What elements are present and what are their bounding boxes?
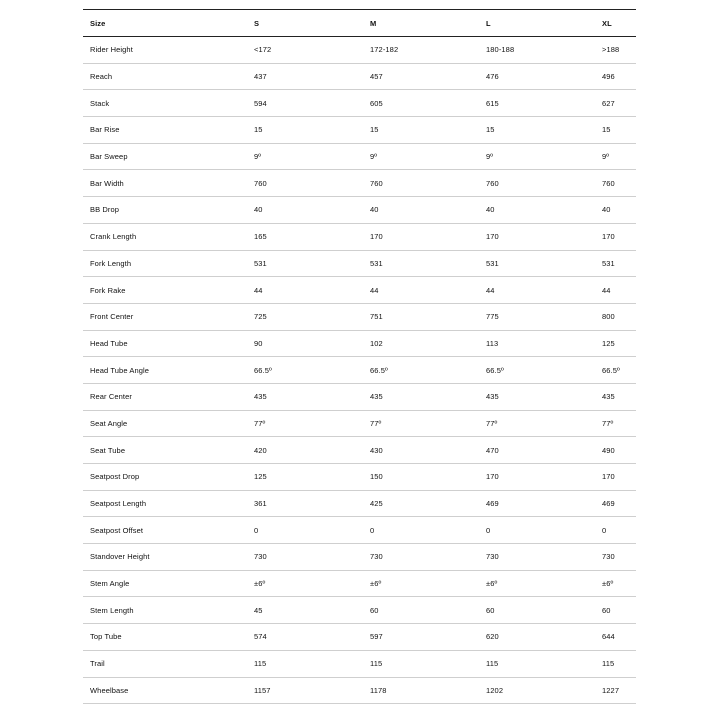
- table-row: [83, 357, 636, 384]
- cell-l: 113: [486, 338, 499, 348]
- cell-l: 730: [486, 552, 499, 562]
- cell-s: 361: [254, 499, 267, 509]
- header-s: S: [254, 18, 260, 28]
- cell-l: 435: [486, 392, 499, 402]
- cell-l: 0: [486, 525, 491, 535]
- table-row: [83, 383, 636, 410]
- cell-l: 115: [486, 659, 499, 669]
- cell-m: 60: [370, 605, 379, 615]
- cell-s: 77º: [254, 418, 266, 428]
- cell-s: 165: [254, 232, 267, 242]
- header-row: [83, 10, 636, 37]
- cell-s: 1157: [254, 685, 271, 695]
- cell-l: 620: [486, 632, 499, 642]
- cell-m: 730: [370, 552, 383, 562]
- cell-m: 1178: [370, 685, 387, 695]
- row-label: Seatpost Drop: [90, 472, 140, 482]
- cell-l: 44: [486, 285, 495, 295]
- cell-xl: 469: [602, 499, 615, 509]
- cell-xl: 531: [602, 258, 615, 268]
- table-row: [83, 117, 636, 144]
- cell-s: 594: [254, 98, 267, 108]
- row-label: Standover Height: [90, 552, 150, 562]
- cell-l: 60: [486, 605, 495, 615]
- row-label: Fork Rake: [90, 285, 126, 295]
- cell-s: 9º: [254, 152, 262, 162]
- cell-s: 574: [254, 632, 267, 642]
- header-l: L: [486, 18, 491, 28]
- row-label: Rear Center: [90, 392, 132, 402]
- cell-l: 760: [486, 178, 499, 188]
- row-label: Bar Width: [90, 178, 124, 188]
- cell-xl: >188: [602, 45, 620, 55]
- cell-xl: ±6º: [602, 579, 614, 589]
- row-label: Stack: [90, 98, 110, 108]
- cell-xl: 44: [602, 285, 611, 295]
- cell-l: 1202: [486, 685, 504, 695]
- cell-m: 457: [370, 72, 383, 82]
- table-row: [83, 650, 636, 677]
- cell-m: 150: [370, 472, 383, 482]
- cell-l: 170: [486, 472, 499, 482]
- cell-l: ±6º: [486, 579, 498, 589]
- row-label: Stem Angle: [90, 579, 130, 589]
- row-label: Seat Tube: [90, 445, 126, 455]
- cell-xl: 490: [602, 445, 615, 455]
- cell-l: 470: [486, 445, 499, 455]
- cell-s: ±6º: [254, 579, 266, 589]
- row-label: Head Tube Angle: [90, 365, 150, 375]
- row-label: Stem Length: [90, 605, 134, 615]
- cell-xl: 170: [602, 232, 615, 242]
- cell-m: 605: [370, 98, 383, 108]
- cell-l: 15: [486, 125, 495, 135]
- row-label: Front Center: [90, 312, 134, 322]
- cell-xl: 1227: [602, 685, 620, 695]
- cell-m: 170: [370, 232, 383, 242]
- table-row: [83, 677, 636, 704]
- cell-s: 531: [254, 258, 267, 268]
- cell-s: 760: [254, 178, 267, 188]
- cell-l: 469: [486, 499, 499, 509]
- header-size: Size: [90, 18, 106, 28]
- cell-l: 40: [486, 205, 495, 215]
- table-body: [83, 37, 636, 704]
- cell-xl: 66.5º: [602, 365, 620, 375]
- table-row: [83, 223, 636, 250]
- cell-xl: 40: [602, 205, 611, 215]
- cell-m: 77º: [370, 418, 382, 428]
- cell-l: 775: [486, 312, 499, 322]
- row-label: Trail: [90, 659, 105, 669]
- cell-s: 725: [254, 312, 267, 322]
- cell-xl: 627: [602, 98, 615, 108]
- table-row: [83, 330, 636, 357]
- table-row: [83, 517, 636, 544]
- cell-s: 730: [254, 552, 267, 562]
- table-row: [83, 250, 636, 277]
- cell-s: 125: [254, 472, 267, 482]
- table-row: [83, 437, 636, 464]
- cell-m: 44: [370, 285, 379, 295]
- cell-m: 40: [370, 205, 379, 215]
- cell-m: 425: [370, 499, 383, 509]
- cell-s: 40: [254, 205, 263, 215]
- cell-xl: 730: [602, 552, 615, 562]
- cell-l: 170: [486, 232, 499, 242]
- cell-m: 760: [370, 178, 383, 188]
- table-row: [83, 143, 636, 170]
- cell-xl: 435: [602, 392, 615, 402]
- cell-m: 66.5º: [370, 365, 388, 375]
- cell-m: 751: [370, 312, 383, 322]
- cell-m: 102: [370, 338, 383, 348]
- cell-l: 66.5º: [486, 365, 504, 375]
- row-label: Rider Height: [90, 45, 133, 55]
- cell-l: 476: [486, 72, 499, 82]
- cell-l: 531: [486, 258, 499, 268]
- table-row: [83, 544, 636, 571]
- row-label: Fork Length: [90, 258, 132, 268]
- table-row: [83, 303, 636, 330]
- cell-m: ±6º: [370, 579, 382, 589]
- cell-m: 0: [370, 525, 375, 535]
- table-row: [83, 490, 636, 517]
- cell-s: 45: [254, 605, 263, 615]
- cell-s: 0: [254, 525, 259, 535]
- table-row: [83, 570, 636, 597]
- cell-l: 180-188: [486, 45, 515, 55]
- row-label: BB Drop: [90, 205, 120, 215]
- row-label: Seatpost Length: [90, 499, 147, 509]
- table-row: [83, 90, 636, 117]
- cell-xl: 0: [602, 525, 607, 535]
- table-row: [83, 624, 636, 651]
- cell-xl: 170: [602, 472, 615, 482]
- table-row: [83, 464, 636, 491]
- row-label: Bar Rise: [90, 125, 120, 135]
- row-label: Bar Sweep: [90, 152, 128, 162]
- table-header: [83, 10, 636, 37]
- cell-m: 435: [370, 392, 383, 402]
- cell-s: 437: [254, 72, 267, 82]
- cell-l: 77º: [486, 418, 498, 428]
- cell-m: 430: [370, 445, 383, 455]
- cell-s: 15: [254, 125, 263, 135]
- cell-xl: 496: [602, 72, 615, 82]
- cell-m: 15: [370, 125, 379, 135]
- row-label: Wheelbase: [90, 685, 129, 695]
- cell-m: 115: [370, 659, 383, 669]
- cell-m: 597: [370, 632, 383, 642]
- table-row: [83, 37, 636, 64]
- cell-s: 420: [254, 445, 267, 455]
- cell-l: 615: [486, 98, 499, 108]
- cell-xl: 15: [602, 125, 611, 135]
- table-row: [83, 197, 636, 224]
- cell-xl: 115: [602, 659, 615, 669]
- cell-xl: 644: [602, 632, 615, 642]
- cell-xl: 60: [602, 605, 611, 615]
- cell-xl: 760: [602, 178, 615, 188]
- row-label: Crank Length: [90, 232, 137, 242]
- row-label: Head Tube: [90, 338, 128, 348]
- header-xl: XL: [602, 18, 612, 28]
- cell-m: 172-182: [370, 45, 399, 55]
- row-label: Seat Angle: [90, 418, 128, 428]
- cell-xl: 77º: [602, 418, 614, 428]
- row-label: Reach: [90, 72, 113, 82]
- cell-s: 115: [254, 659, 267, 669]
- cell-m: 531: [370, 258, 383, 268]
- cell-l: 9º: [486, 152, 494, 162]
- cell-s: 44: [254, 285, 263, 295]
- cell-m: 9º: [370, 152, 378, 162]
- table-row: [83, 170, 636, 197]
- cell-xl: 125: [602, 338, 615, 348]
- cell-s: <172: [254, 45, 272, 55]
- table-row: [83, 410, 636, 437]
- row-label: Seatpost Offset: [90, 525, 144, 535]
- table-row: [83, 277, 636, 304]
- row-label: Top Tube: [90, 632, 122, 642]
- cell-s: 90: [254, 338, 263, 348]
- table-row: [83, 63, 636, 90]
- geometry-table: [83, 9, 636, 704]
- cell-xl: 800: [602, 312, 615, 322]
- cell-s: 435: [254, 392, 267, 402]
- cell-xl: 9º: [602, 152, 610, 162]
- header-m: M: [370, 18, 377, 28]
- cell-s: 66.5º: [254, 365, 272, 375]
- table-row: [83, 597, 636, 624]
